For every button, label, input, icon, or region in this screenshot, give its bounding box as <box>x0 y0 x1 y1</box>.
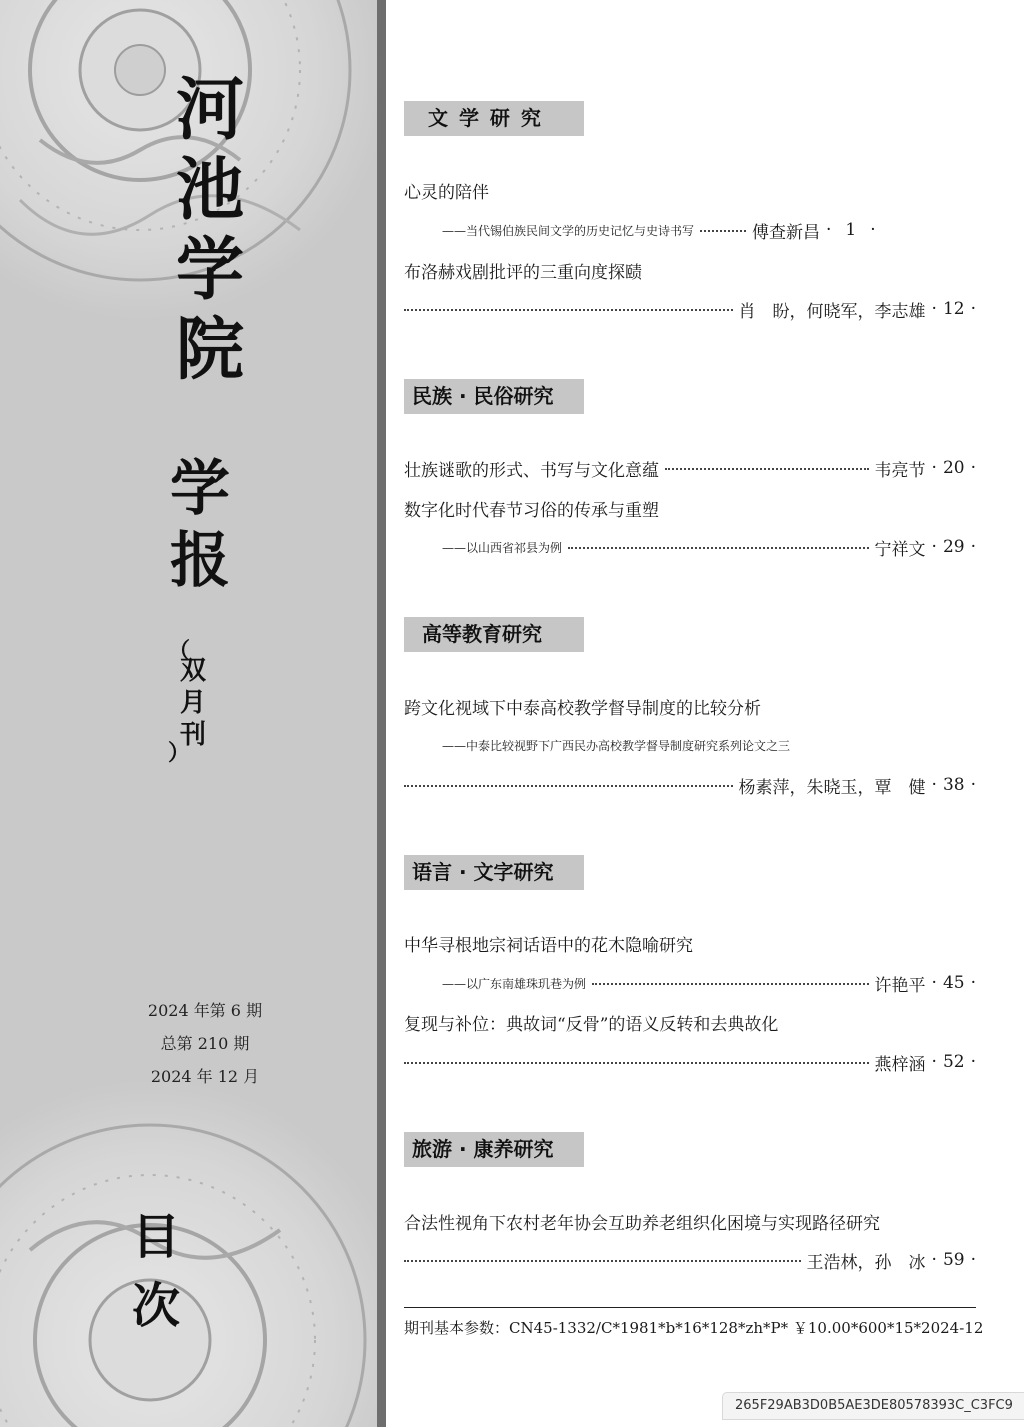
separator-dot: · <box>931 537 937 557</box>
leader-dots <box>700 220 746 232</box>
document-hash-label: 265F29AB3D0B5AE3DE80578393C_C3FC9 <box>722 1392 1024 1420</box>
entry-author: 傅查新昌 <box>752 222 821 243</box>
journal-name-char: 河 <box>175 70 244 150</box>
journal-subtitle-char: 报 <box>170 526 230 596</box>
entry-author: 韦亮节 <box>874 460 926 481</box>
entry-byline <box>404 733 976 757</box>
entry-author: 许艳平 <box>874 975 926 996</box>
journal-parameters: 期刊基本参数：CN45-1332/C*1981*b*16*128*zh*P* ￥10.00*600*15*2024-12 <box>404 1319 984 1337</box>
leader-dots <box>404 1052 869 1064</box>
entry-author: 王浩林，孙 冰 <box>806 1252 926 1273</box>
leader-dots <box>404 775 733 787</box>
entry-subtitle: ——中泰比较视野下广西民办高校教学督导制度研究系列论文之三 <box>442 738 791 753</box>
entry-page: 12 <box>942 299 965 319</box>
entry-title[interactable]: 复现与补位：典故词“反骨”的语义反转和去典故化 <box>404 1015 779 1035</box>
entry-title[interactable]: 中华寻根地宗祠话语中的花木隐喻研究 <box>404 936 693 956</box>
separator-dot: · <box>970 299 976 319</box>
separator-dot: · <box>970 973 976 993</box>
section-heading: 民族 · 民俗研究 <box>404 379 584 414</box>
entry-title[interactable]: 心灵的陪伴 <box>404 183 489 203</box>
separator-dot: · <box>931 973 937 993</box>
separator-dot: · <box>931 775 937 795</box>
entry-title[interactable]: 布洛赫戏剧批评的三重向度探赜 <box>404 263 642 283</box>
entry-page: 38 <box>942 775 965 795</box>
issue-total: 总第 210 期 <box>160 1034 250 1053</box>
journal-name-char: 学 <box>175 230 244 310</box>
separator-dot: · <box>870 220 876 240</box>
separator-dot: · <box>931 1250 937 1270</box>
freq-char: 月 <box>180 688 207 718</box>
entry-byline <box>404 1248 976 1272</box>
entry-byline <box>404 773 976 797</box>
leader-dots <box>404 1250 801 1262</box>
journal-subtitle-char: 学 <box>170 454 230 524</box>
leader-dots <box>568 537 869 549</box>
separator-dot: · <box>970 1250 976 1270</box>
entry-author: 杨素萍，朱晓玉，覃 健 <box>738 777 926 798</box>
entry-title[interactable]: 数字化时代春节习俗的传承与重塑 <box>404 501 659 521</box>
entry-byline <box>404 535 976 559</box>
entry-page: 59 <box>942 1250 965 1270</box>
entry-page: 1 <box>845 220 857 240</box>
issue-date: 2024 年 12 月 <box>150 1067 260 1086</box>
section-heading: 旅游 · 康养研究 <box>404 1132 584 1167</box>
separator-dot: · <box>931 299 937 319</box>
journal-subtitle <box>160 453 240 597</box>
journal-name-char: 院 <box>175 310 244 390</box>
section-heading: 语言 · 文字研究 <box>404 855 584 890</box>
entry-author: 肖 盼，何晓军，李志雄 <box>738 301 926 322</box>
freq-paren-close: ） <box>168 740 191 766</box>
entry-page: 29 <box>942 537 965 557</box>
entry-title[interactable]: 跨文化视域下中泰高校教学督导制度的比较分析 <box>404 699 761 719</box>
entry-byline <box>404 218 976 242</box>
entry-subtitle: ——以山西省祁县为例 <box>442 540 563 555</box>
entry-author: 燕梓涵 <box>874 1054 926 1075</box>
leader-dots <box>592 973 869 985</box>
section-heading: 文 学 研 究 <box>404 101 584 136</box>
entry-author: 宁祥文 <box>874 539 926 560</box>
spine-divider <box>377 0 386 1427</box>
issue-number: 2024 年第 6 期 <box>147 1001 263 1020</box>
entry-page: 20 <box>942 458 965 478</box>
freq-char: 刊 <box>180 720 207 750</box>
separator-dot: · <box>826 220 832 240</box>
entry-byline <box>404 1050 976 1074</box>
entry-title[interactable]: 壮族谜歌的形式、书写与文化意蕴 <box>404 460 659 481</box>
issue-info <box>100 994 310 1093</box>
contents-label: 目次 <box>132 1209 227 1334</box>
leader-dots <box>665 458 869 470</box>
entry-subtitle: ——当代锡伯族民间文学的历史记忆与史诗书写 <box>442 223 695 238</box>
footer-rule <box>404 1307 976 1308</box>
separator-dot: · <box>970 537 976 557</box>
separator-dot: · <box>931 458 937 478</box>
entry-page: 45 <box>942 973 965 993</box>
freq-char: 双 <box>180 656 207 686</box>
separator-dot: · <box>970 775 976 795</box>
cover-panel <box>0 0 377 1427</box>
entry-row <box>404 456 976 480</box>
separator-dot: · <box>970 1052 976 1072</box>
journal-name-char: 池 <box>175 150 244 230</box>
separator-dot: · <box>931 1052 937 1072</box>
freq-paren-open: （ <box>168 638 191 664</box>
publication-frequency <box>168 638 218 766</box>
entry-byline <box>404 971 976 995</box>
leader-dots <box>404 299 733 311</box>
journal-name <box>160 70 260 390</box>
entry-byline <box>404 297 976 321</box>
entry-page: 52 <box>942 1052 965 1072</box>
section-heading: 高等教育研究 <box>404 617 584 652</box>
entry-subtitle: ——以广东南雄珠玑巷为例 <box>442 976 587 991</box>
entry-title[interactable]: 合法性视角下农村老年协会互助养老组织化困境与实现路径研究 <box>404 1214 880 1234</box>
separator-dot: · <box>970 458 976 478</box>
